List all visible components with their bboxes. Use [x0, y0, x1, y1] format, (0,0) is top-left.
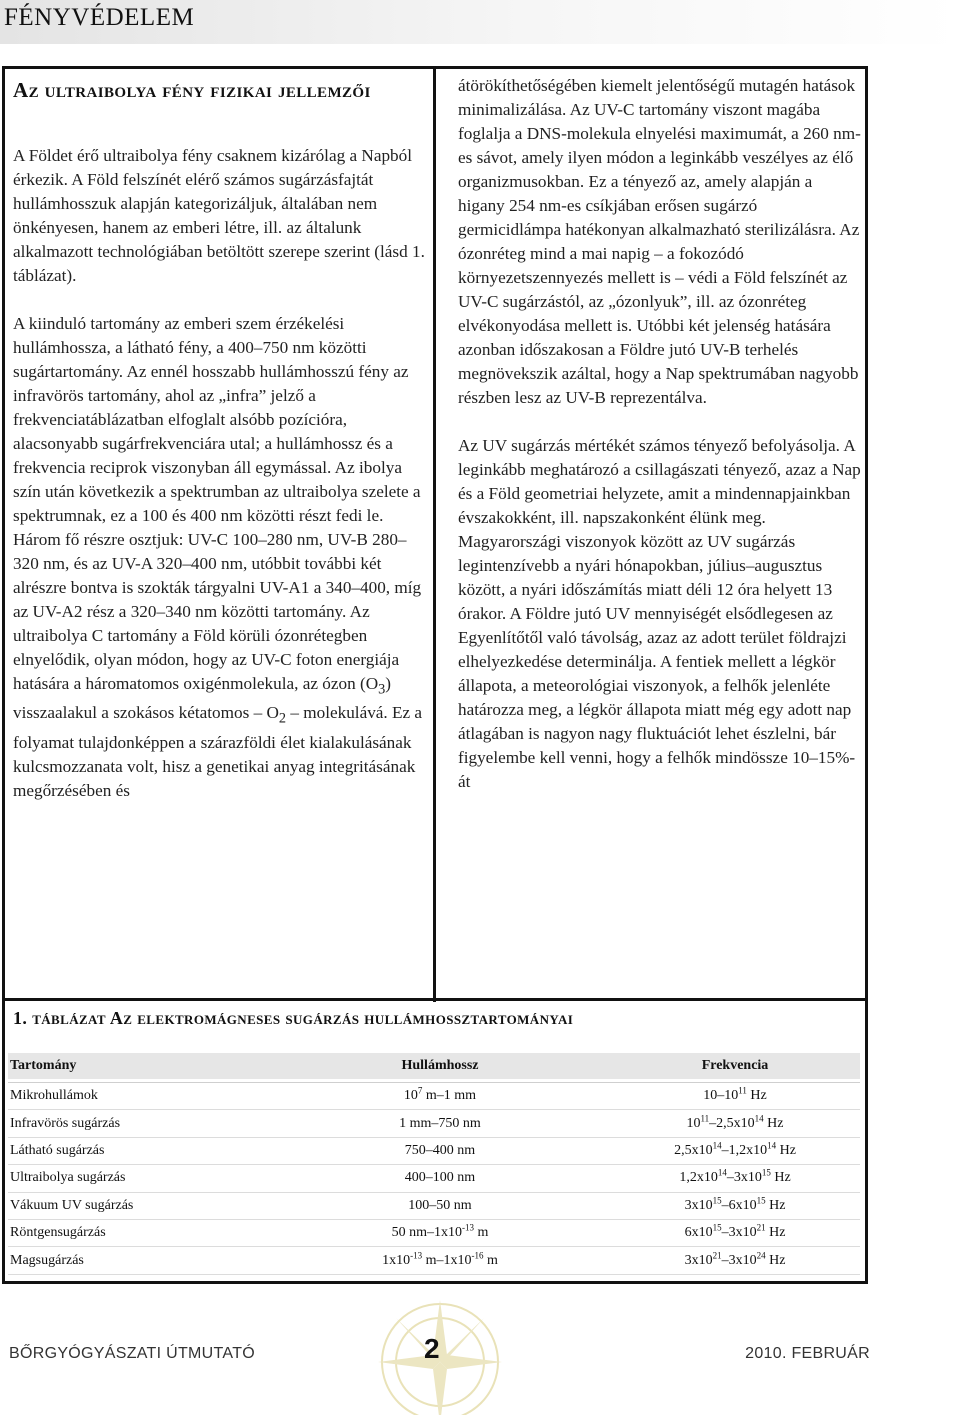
subscript: 3 [378, 681, 386, 698]
table-divider [2, 998, 868, 1001]
subscript: 2 [278, 710, 287, 727]
text-run: – molekulává. Ez a folyamat tulajdonképpen a szárazföldi élet kialakulásának kulcsmozzanata volt, hisz a genetikai anyag integritásának megőrzésében és [13, 703, 423, 800]
table-header-cell: Tartomány [10, 1058, 77, 1073]
table-header-cell: Frekvencia [701, 1058, 769, 1073]
table-header-row [8, 1053, 860, 1079]
table-cell: $10^7$ m–1 mm [403, 1085, 477, 1104]
table-row [8, 1083, 860, 1110]
table-cell: Vákuum UV sugárzás [10, 1197, 134, 1213]
table-cell: 400–100 nm [404, 1170, 476, 1186]
page-number: 2 [424, 1333, 440, 1364]
paragraph: Az UV sugárzás mértékét számos tényező befolyásolja. A leginkább meghatározó a csillagászati tényező, azaz a Nap és a Föld geometriai helyzete, amit a mindennapjainkban évszakokként, ill. napszakonként élünk meg. Magyarországi viszonyok között az UV sugárzás legintenzívebb a nyári hónapokban, július–augusztus között, a nyári időszámítás miatt déli 12 óra helyett 13 órakor. A Földre jutó UV mennyiségét elsődlegesen az Egyenlítőtől való távolság, azaz az adott terület földrajzi elhelyezkedése determinálja. A fentiek mellett a légkör állapota, a meteorológiai viszonyok, a felhők jelenléte határozza meg, a légkör állapota miatt még egy adott nap átlagában is nagyon nagy fluktuációt lehet észlelni, bár figyelembe kell venni, hogy a felhők mindössze 10–15%-át [458, 436, 861, 791]
table-cell: $2,5x10^{14}-1,2x10^{14}$ Hz [674, 1140, 796, 1158]
table-row [8, 1220, 860, 1247]
right-column [458, 74, 862, 794]
column-divider [433, 66, 436, 1002]
table-row [8, 1110, 860, 1137]
table-cell: Mikrohullámok [10, 1088, 98, 1104]
paragraph: átörökíthetőségében kiemelt jelentőségű mutagén hatások minimalizálása. Az UV-C tartomány viszont magába foglalja a DNS-molekula elnyelési maximumát, a 260 nm-es sávot, amely ilyen módon a leginkább veszélyes az élő organizmusokban. Ez a tényező az, amely alapján a higany 254 nm-es csíkjában erősen sugárzó germicidlámpa hatékonyan alkalmazható sterilizálásra. Az ózonréteg mind a mai napig – a fokozódó környezetszennyezés mellett is – védi a Föld felszínét az UV-C sugárzástól, az „ózonlyuk”, ill. az ózonréteg elvékonyodása mellett is. Utóbbi két jelenség hatására azonban időszakosan a Földre jutó UV-B terhelés megnövekszik azáltal, hogy a Nap spektrumában nagyobb részben lesz az UV-B reprezentálva. [458, 76, 861, 407]
table-cell: Magsugárzás [10, 1252, 84, 1268]
table-cell: 50 $nm-1x10^{-13}$ m [391, 1222, 489, 1241]
data-table [8, 1053, 860, 1275]
table-row [8, 1138, 860, 1165]
table-cell: 1 mm–750 nm [399, 1115, 481, 1131]
paragraph: A Földet érő ultraibolya fény csaknem kizárólag a Napból érkezik. A Föld felszínét elérő számos sugárzásfajtát hullámhosszuk alapján kategorizáljuk, általában nem önkényesen, hanem az emberi létre, ill. az általunk alkalmazott technológiában betöltött szerepe szerint (lásd 1. táblázat). [13, 146, 425, 285]
table-row [8, 1193, 860, 1220]
section-title: Az ultraibolya fény fizikai jellemzői [13, 78, 371, 102]
page-header-title: FÉNYVÉDELEM [4, 4, 195, 31]
table-cell: Infravörös sugárzás [10, 1115, 121, 1131]
table-title: 1. táblázat Az elektromágneses sugárzás hullámhossztartományai [13, 1008, 574, 1028]
table-cell: Látható sugárzás [10, 1142, 105, 1158]
paragraph [13, 312, 425, 803]
table-row [8, 1247, 860, 1274]
table-cell: $3x10^{21}-3x10^{24}$ Hz [684, 1249, 786, 1268]
table-cell: $1,2x10^{14}-3x10^{15}$ Hz [679, 1167, 791, 1186]
table-cell: Röntgensugárzás [10, 1225, 106, 1241]
footer-publication: BŐRGYÓGYÁSZATI ÚTMUTATÓ [9, 1345, 256, 1362]
table-cell: $1x10^{-13}$ $m-1x10^{-16}$ m [382, 1249, 498, 1268]
table-cell: Ultraibolya sugárzás [10, 1170, 126, 1186]
table-row [8, 1165, 860, 1192]
table-cell: $10^{11}-2,5x10^{14}$ Hz [686, 1112, 784, 1131]
table-cell: $10-10^{11}$ Hz [703, 1085, 767, 1104]
footer-date: 2010. FEBRUÁR [745, 1345, 870, 1362]
table-cell: $6x10^{15}-3x10^{21}$ Hz [684, 1222, 786, 1241]
compass-seal-logo [330, 1290, 550, 1415]
left-column [13, 74, 425, 803]
text-run: A kiinduló tartomány az emberi szem érzékelési hullámhossza, a látható fény, a 400–750 nm közötti sugártartomány. Az ennél hosszabb hullámhosszú fény az infravörös tartomány, ahol az „infra” jelző a frekvenciatáblázatban elfoglalt alsóbb pozícióra, alacsonyabb sugárfrekvenciára utal; a hullámhossz és a frekvencia reciprok viszonyban áll egymással. Az ibolya szín után következik a spektrumban az ultraibolya szelete a spektrumnak, ez a 100 és 400 nm közötti részt fedi le. Három fő részre osztjuk: UV-C 100–280 nm, UV-B 280–320 nm, és az UV-A 320–400 nm, utóbbit további két alrészre bontva is szokták tárgyalni UV-A1 a 340–400, míg az UV-A2 rész a 320–340 nm közötti tartomány. Az ultraibolya C tartomány a Föld körüli ózonrétegben elnyelődik, olyan módon, hogy az UV-C foton energiája hatására a háromatomos oxigénmolekula, az ózon (O [13, 314, 422, 693]
text-run: ) visszaalakul a szokásos kétatomos – O [13, 674, 392, 723]
table-cell: 750–400 nm [404, 1142, 476, 1158]
table-header-cell: Hullámhossz [401, 1058, 479, 1073]
table-cell: $3x10^{15}-6x10^{15}$ Hz [684, 1195, 786, 1213]
table-cell: 100–50 nm [408, 1197, 472, 1213]
